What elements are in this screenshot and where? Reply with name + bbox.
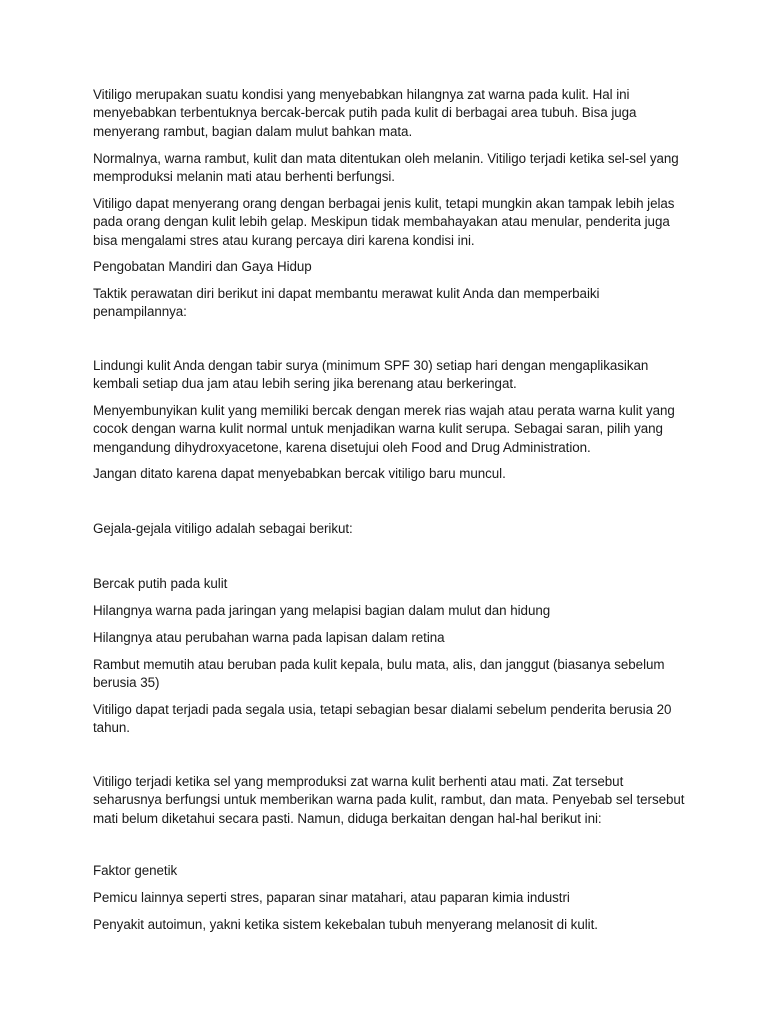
paragraph-age: Vitiligo dapat terjadi pada segala usia, tetapi sebagian besar dialami sebelum penderita berusia 20 tahun. [93,702,672,736]
section-heading-symptoms: Gejala-gejala vitiligo adalah sebagai berikut: [93,521,353,536]
list-item-autoimmune: Penyakit autoimun, yakni ketika sistem kekebalan tubuh menyerang melanosit di kulit. [93,917,598,932]
paragraph-skin-types: Vitiligo dapat menyerang orang dengan berbagai jenis kulit, tetapi mungkin akan tampak lebih jelas pada orang dengan kulit lebih gelap. Meskipun tidak membahayakan atau menular, penderita juga bisa mengalami stres atau kurang percaya diri karena kondisi ini. [93,196,675,248]
list-item-mouth-nose: Hilangnya warna pada jaringan yang melapisi bagian dalam mulut dan hidung [93,603,551,618]
paragraph-intro: Vitiligo merupakan suatu kondisi yang menyebabkan hilangnya zat warna pada kulit. Hal ini menyebabkan terbentuknya bercak-bercak putih pada kulit di berbagai area tubuh. Bisa juga menyerang rambut, bagian dalam mulut bahkan mata. [93,87,637,139]
paragraph-makeup: Menyembunyikan kulit yang memiliki bercak dengan merek rias wajah atau perata warna kulit yang cocok dengan warna kulit normal untuk menjadikan warna kulit serupa. Sebagai saran, pilih yang mengandung dihydroxyacetone, karena disetujui oleh Food and Drug Administration. [93,403,675,455]
section-heading-self-care: Pengobatan Mandiri dan Gaya Hidup [93,259,312,274]
paragraph-tattoo: Jangan ditato karena dapat menyebabkan bercak vitiligo baru muncul. [93,466,506,481]
list-item-triggers: Pemicu lainnya seperti stres, paparan sinar matahari, atau paparan kimia industri [93,890,570,905]
list-item-hair: Rambut memutih atau beruban pada kulit kepala, bulu mata, alis, dan janggut (biasanya sebelum berusia 35) [93,657,665,691]
list-item-retina: Hilangnya atau perubahan warna pada lapisan dalam retina [93,630,445,645]
paragraph-melanin: Normalnya, warna rambut, kulit dan mata ditentukan oleh melanin. Vitiligo terjadi ketika sel-sel yang memproduksi melanin mati atau berhenti berfungsi. [93,151,679,185]
paragraph-self-care-intro: Taktik perawatan diri berikut ini dapat membantu merawat kulit Anda dan memperbaiki penampilannya: [93,286,600,320]
paragraph-sunscreen: Lindungi kulit Anda dengan tabir surya (minimum SPF 30) setiap hari dengan mengaplikasikan kembali setiap dua jam atau lebih sering jika berenang atau berkeringat. [93,358,649,392]
list-item-genetic: Faktor genetik [93,863,178,878]
paragraph-causes: Vitiligo terjadi ketika sel yang memproduksi zat warna kulit berhenti atau mati. Zat tersebut seharusnya berfungsi untuk memberikan warna pada kulit, rambut, dan mata. Penyebab sel tersebut mati belum diketahui secara pasti. Namun, diduga berkaitan dengan hal-hal berikut ini: [93,774,685,826]
list-item-white-patches: Bercak putih pada kulit [93,576,228,591]
